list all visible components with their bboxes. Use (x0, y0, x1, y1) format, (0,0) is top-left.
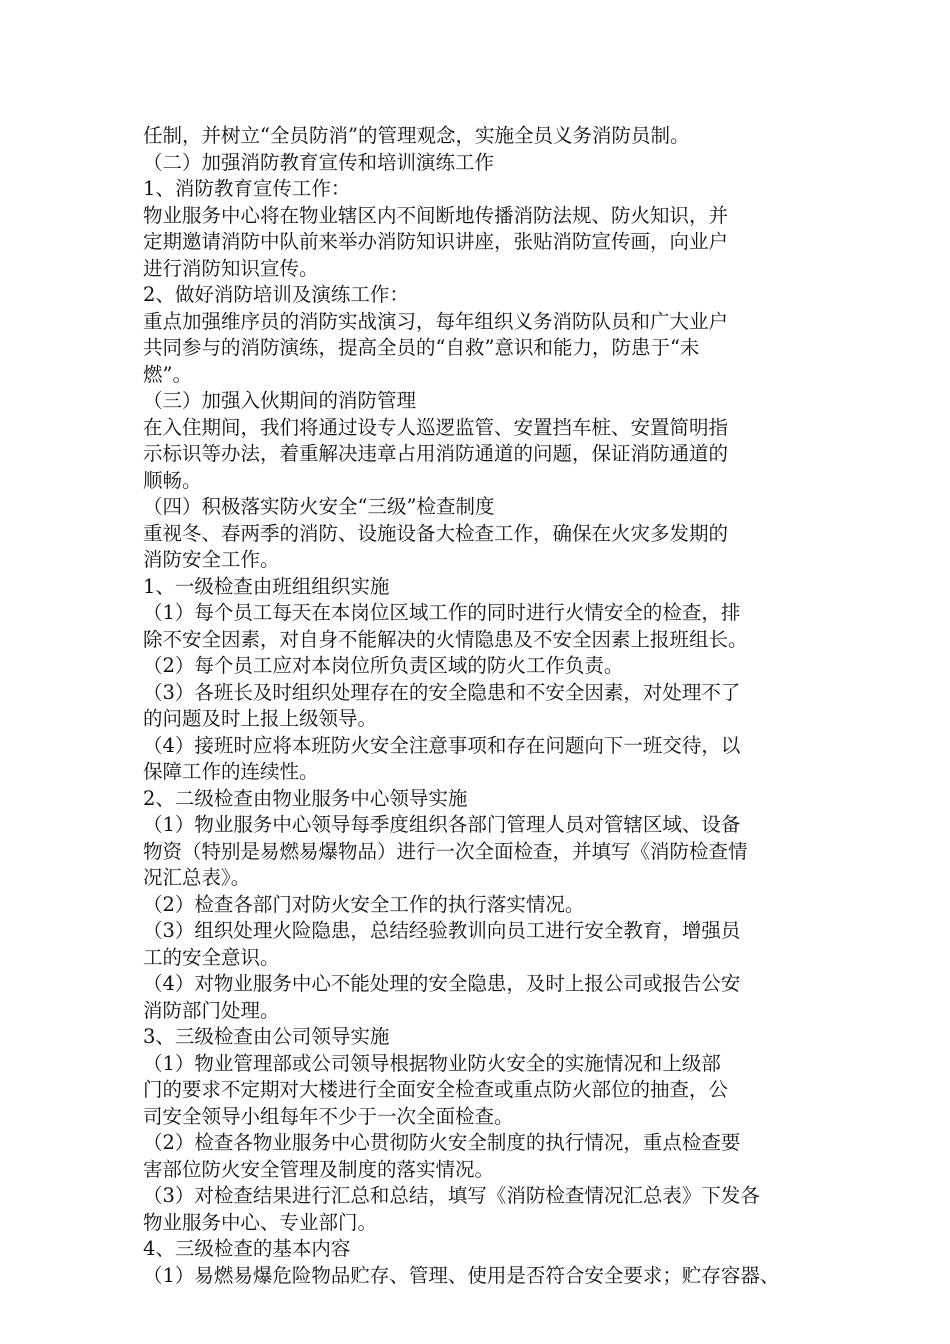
text-line: 况汇总表》。 (143, 866, 251, 889)
text-line: 顺畅。 (143, 468, 202, 492)
text-line: 示标识等办法，着重解决违章占用消防通道的问题，保证消防通道的 (143, 442, 729, 465)
text-line: （1）每个员工每天在本岗位区域工作的同时进行火情安全的检查，排 (143, 601, 741, 624)
text-line: （4）接班时应将本班防火安全注意事项和存在问题向下一班交待，以 (143, 733, 741, 757)
text-line: （3）对检查结果进行汇总和总结，填写《消防检查情况汇总表》下发各 (143, 1184, 760, 1207)
text-line: 物业服务中心将在物业辖区内不间断地传播消防法规、防火知识，并 (143, 203, 729, 227)
text-line: （1）物业服务中心领导每季度组织各部门管理人员对管辖区域、设备 (143, 813, 741, 836)
text-line: （2）每个员工应对本岗位所负责区域的防火工作负责。 (143, 654, 624, 677)
section-heading: （三）加强入伙期间的消防管理 (143, 389, 417, 412)
text-line: （4）对物业服务中心不能处理的安全隐患，及时上报公司或报告公安 (143, 972, 741, 995)
text-line: 司安全领导小组每年不少于一次全面检查。 (143, 1104, 514, 1128)
subsection-heading: 2、二级检查由物业服务中心领导实施 (143, 786, 468, 810)
section-heading: （四）积极落实防火安全“三级”检查制度 (143, 495, 495, 518)
text-line: （2）检查各部门对防火安全工作的执行落实情况。 (143, 892, 585, 916)
subsection-heading: 4、三级检查的基本内容 (143, 1237, 351, 1260)
text-line: 在入住期间，我们将通过设专人巡逻监管、安置挡车桩、安置简明指 (143, 415, 729, 439)
subsection-heading: 2、做好消防培训及演练工作： (143, 283, 409, 306)
text-line: 除不安全因素，对自身不能解决的火情隐患及不安全因素上报班组长。 (143, 627, 748, 651)
text-line: 消防安全工作。 (143, 548, 280, 571)
section-heading: （二）加强消防教育宣传和培训演练工作 (143, 150, 495, 174)
text-line: （1）物业管理部或公司领导根据物业防火安全的实施情况和上级部 (143, 1051, 721, 1075)
text-line: 消防部门处理。 (143, 998, 280, 1022)
text-line: 物业服务中心、专业部门。 (143, 1210, 378, 1234)
text-line: 燃”。 (143, 362, 192, 386)
text-line: 定期邀请消防中队前来举办消防知识讲座，张贴消防宣传画，向业户 (143, 230, 729, 253)
text-line: 害部位防火安全管理及制度的落实情况。 (143, 1157, 495, 1181)
text-line: （3）组织处理火险隐患，总结经验教训向员工进行安全教育，增强员 (143, 919, 741, 942)
text-line: （1）易燃易爆危险物品贮存、管理、使用是否符合安全要求；贮存容器、 (143, 1263, 780, 1287)
document-body (143, 123, 823, 1289)
text-line: 重点加强维序员的消防实战演习，每年组织义务消防队员和广大业户 (143, 309, 729, 333)
text-line: 门的要求不定期对大楼进行全面安全检查或重点防火部位的抽查，公 (143, 1078, 729, 1101)
text-line: 工的安全意识。 (143, 945, 280, 969)
subsection-heading: 1、消防教育宣传工作： (143, 177, 351, 200)
subsection-heading: 3、三级检查由公司领导实施 (143, 1025, 390, 1048)
text-line: 保障工作的连续性。 (143, 760, 319, 783)
text-line: 共同参与的消防演练，提高全员的“自救”意识和能力，防患于“未 (143, 336, 700, 359)
text-line: 的问题及时上报上级领导。 (143, 707, 378, 730)
text-line: 重视冬、春两季的消防、设施设备大检查工作，确保在火灾多发期的 (143, 521, 729, 545)
text-line: 任制，并树立“全员防消”的管理观念，实施全员义务消防员制。 (143, 124, 690, 147)
text-line: （3）各班长及时组织处理存在的安全隐患和不安全因素，对处理不了 (143, 680, 741, 704)
text-line: （2）检查各物业服务中心贯彻防火安全制度的执行情况，重点检查要 (143, 1131, 741, 1154)
text-line: 进行消防知识宣传。 (143, 256, 319, 280)
text-line: 物资（特别是易燃易爆物品）进行一次全面检查，并填写《消防检查情 (143, 839, 748, 863)
subsection-heading: 1、一级检查由班组组织实施 (143, 574, 390, 598)
